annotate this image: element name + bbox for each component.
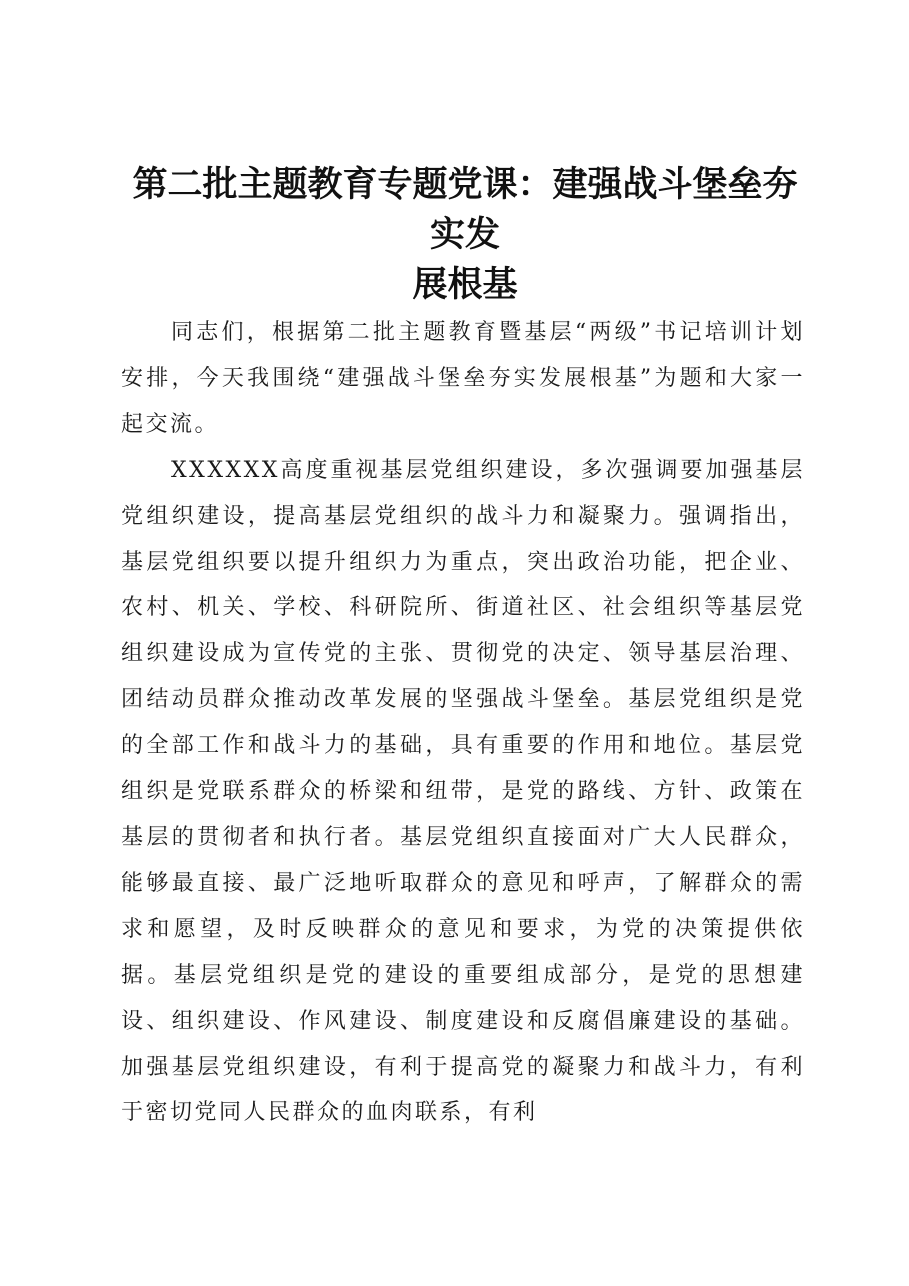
paragraph-intro: 同志们，根据第二批主题教育暨基层“两级”书记培训计划安排，今天我围绕“建强战斗堡垒夯实发展根基”为题和大家一起交流。: [121, 320, 805, 437]
title-line-2: 展根基: [412, 264, 518, 305]
document-title: [120, 160, 810, 310]
title-line-1: 第二批主题教育专题党课：建强战斗堡垒夯实发: [132, 164, 798, 255]
paragraph-main: XXXXXX高度重视基层党组织建设，多次强调要加强基层党组织建设，提高基层党组织的战斗力和凝聚力。强调指出，基层党组织要以提升组织力为重点，突出政治功能，把企业、农村、机关、学校、科研院所、街道社区、社会组织等基层党组织建设成为宣传党的主张、贯彻党的决定、领导基层治理、团结动员群众推动改革发展的坚强战斗堡垒。基层党组织是党的全部工作和战斗力的基础，具有重要的作用和地位。基层党组织是党联系群众的桥梁和纽带，是党的路线、方针、政策在基层的贯彻者和执行者。基层党组织直接面对广大人民群众，能够最直接、最广泛地听取群众的意见和呼声，了解群众的需求和愿望，及时反映群众的意见和要求，为党的决策提供依据。基层党组织是党的建设的重要组成部分，是党的思想建设、组织建设、作风建设、制度建设和反腐倡廉建设的基础。加强基层党组织建设，有利于提高党的凝聚力和战斗力，有利于密切党同人民群众的血肉联系，有利: [121, 457, 805, 1126]
document-body: [121, 310, 805, 1136]
